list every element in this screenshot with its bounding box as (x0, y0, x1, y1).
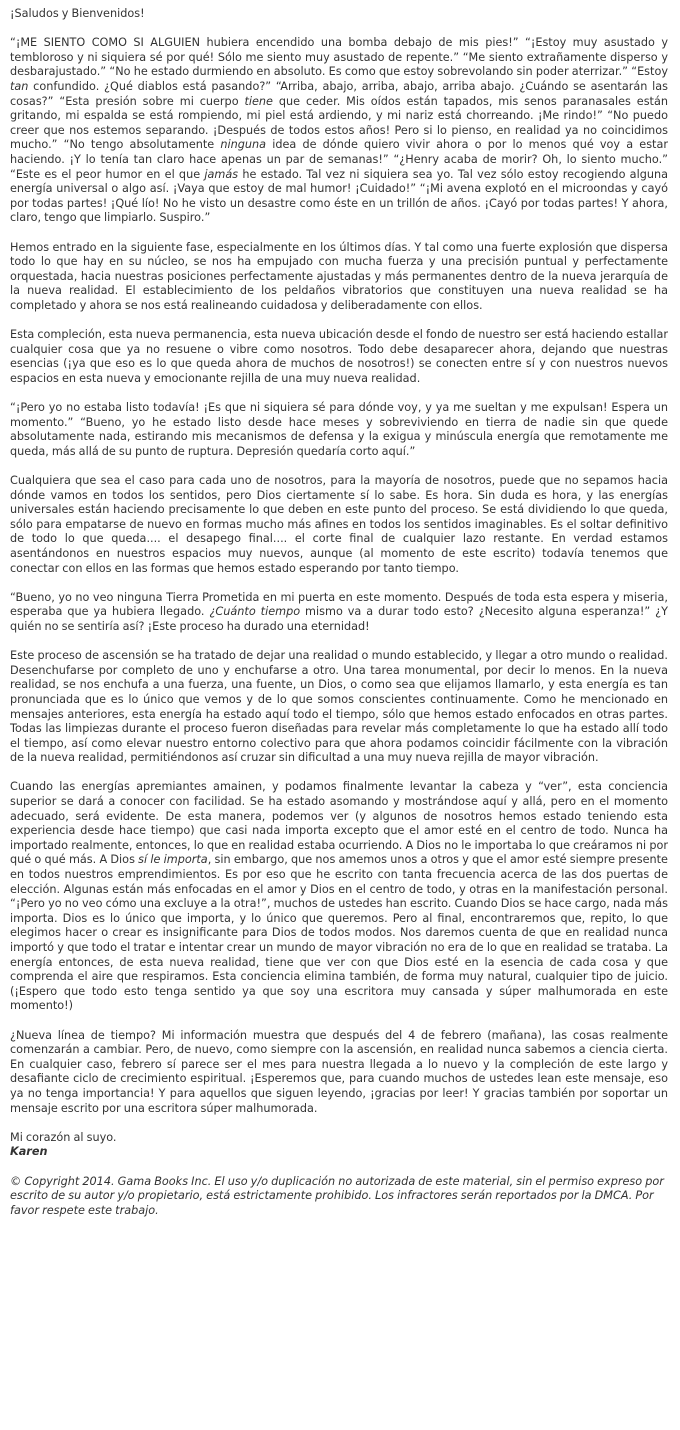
closing-line: Mi corazón al suyo. (10, 1130, 117, 1144)
paragraph-text: “Bueno, yo no veo ninguna Tierra Prometida en mi puerta en este momento. Después de toda esta espera y miseria, esperaba que ya hubiera llegado. (10, 590, 668, 619)
paragraph-1 (10, 36, 668, 226)
emphasis-text: jamás (204, 167, 239, 181)
spacer (10, 386, 668, 401)
copyright-notice: © Copyright 2014. Gama Books Inc. El uso y/o duplicación no autorizada de este material, sin el permiso expreso por escrito de su autor y/o propietario, está estrictamente prohibido. Los infractores serán reportados por la DMCA. Por favor respete este trabajo. (10, 1174, 664, 1217)
spacer (10, 766, 668, 781)
paragraph-5 (10, 474, 668, 576)
spacer (10, 313, 668, 328)
spacer (10, 22, 668, 37)
paragraph-3 (10, 328, 668, 386)
paragraph-text: Este proceso de ascensión se ha tratado de dejar una realidad o mundo establecido, y llegar a otro mundo o realidad. Desenchufarse por completo de uno y enchufarse a otro. Una tarea monumental, por decir lo menos. En la nueva realidad, se nos enchufa a una fuerza, una fuente, un Dios, o como sea que elijamos llamarlo, y esta energía es tan pronunciada que es lo único que vemos y de lo que somos conscientes continuamente. Como he mencionado en mensajes anteriores, esta energía ha estado aquí todo el tiempo, sólo que hemos estado enfocados en otras partes. Todas las limpiezas durante el proceso fueron diseñadas para revelar más completamente lo que ha estado allí todo el tiempo, así como elevar nuestro entorno colectivo para que ahora podamos coincidir fácilmente con la vibración de la nueva realidad, permitiéndonos así cruzar sin dificultad a una muy nueva rejilla de mayor vibración. (10, 649, 668, 765)
emphasis-text: ninguna (220, 138, 267, 152)
paragraph-6 (10, 591, 668, 635)
paragraph-9 (10, 1029, 668, 1117)
emphasis-text: sí le importa (138, 853, 208, 867)
paragraph-text: Hemos entrado en la siguiente fase, especialmente en los últimos días. Y tal como una fuerte explosión que dispersa todo lo que hay en su núcleo, se nos ha empujado con mucha fuerza y una precisión puntual y perfectamente orquestada, hacia nuestras posiciones perfectamente ajustadas y más permanentes dentro de la nueva jerarquía de la nueva realidad. El establecimiento de los peldaños vibratorios que constituyen una nueva realidad se ha completado y ahora se nos está realineando cuidadosa y deliberadamente con ellos. (10, 240, 668, 312)
spacer (10, 1160, 668, 1175)
paragraph-text: que ceder. Mis oídos están tapados, mis senos paranasales están gritando, mi espalda se está rompiendo, mi piel está ardiendo, y mi nariz está chorreando. ¡Me rindo!” “No puedo creer que nos estemos separando. ¡Después de todos estos años! Pero si lo pienso, en realidad ya no coincidimos mucho.” “No tengo absolutamente (10, 94, 668, 152)
paragraph-8 (10, 780, 668, 1014)
paragraph-text: , sin embargo, que nos amemos unos a otros y que el amor esté siempre presente en todos nuestros emprendimientos. Es por eso que he escrito con tanta frecuencia acerca de las dos puertas de elección. Algunas están más enfocadas en el amor y Dios en el centro de todo, y otras en la manifestación personal. “¡Pero yo no veo cómo una excluye a la otra!”, muchos de ustedes han escrito. Cuando Dios se hace cargo, nada más importa. Dios es lo único que importa, y lo único que queremos. Pero al final, encontraremos que, repito, lo que elegimos hacer o crear es insignificante para Dios de todos modos. Nos daremos cuenta de que en realidad nunca importó y que todo el tratar e intentar crear un mundo de mayor vibración no era de lo que en realidad se trataba. La energía entonces, de esta nueva realidad, tiene que ver con que Dios esté en la esencia de cada cosa y que comprenda el aire que respiramos. Esta conciencia elimina también, de forma muy natural, cualquier tipo de juicio. (¡Espero que todo esto tenga sentido ya que soy una escritora muy cansada y súper malhumorada en este momento!) (10, 853, 668, 1013)
emphasis-text: tan (10, 79, 29, 93)
post-body (10, 36, 668, 1116)
paragraph-text: Cualquiera que sea el caso para cada uno de nosotros, para la mayoría de nosotros, puede que no sepamos hacia dónde vamos en todos los sentidos, pero Dios ciertamente sí lo sabe. Es hora. Sin duda es hora, y las energías universales están haciendo precisamente lo que deben en este punto del proceso. Se está dividiendo lo que queda, sólo para empatarse de nuevo en formas mucho más afines en todos los sentidos imaginables. Es el soltar definitivo de todo lo que queda.... el desapego final.... el corte final de cualquier lazo restante. En verdad estamos asentándonos en nuestros espacios muy nuevos, aunque (al momento de este escrito) todavía tenemos que conectar con ellos en las formas que hemos estado esperando por tanto tiempo. (10, 474, 668, 575)
paragraph-text: “¡ME SIENTO COMO SI ALGUIEN hubiera encendido una bomba debajo de mis pies!” “¡Estoy muy asustado y tembloroso y ni siquiera sé por qué! Sólo me siento muy asustado de repente.” “Me siento extrañamente disperso y desbarajustado.” “No he estado durmiendo en absoluto. Es como que estoy sobrevolando sin poder aterrizar.” “Estoy (10, 36, 668, 79)
emphasis-text: ¿Cuánto tiempo (209, 605, 301, 619)
paragraph-text: “¡Pero yo no estaba listo todavía! ¡Es que ni siquiera sé para dónde voy, y ya me sueltan y me expulsan! Espera un momento.” “Bueno, yo he estado listo desde hace meses y sobreviviendo en tierra de nadie sin que quede absolutamente nada, estirando mis mecanismos de defensa y la exigua y minúscula energía que remotamente me queda, más allá de su punto de ruptura. Depresión quedaría corto aquí.” (10, 401, 668, 458)
paragraph-text: idea de dónde quiero vivir ahora o por lo menos qué voy a estar haciendo. ¡Y lo tenía tan claro hace apenas un par de semanas!” “¿Henry acaba de morir? Oh, lo siento mucho.” “Este es el peor humor en el que (10, 138, 668, 181)
spacer (10, 226, 668, 241)
paragraph-text: he estado. Tal vez ni siquiera sea yo. Tal vez sólo estoy recogiendo alguna energía universal o algo así. ¡Vaya que estoy de mal humor! ¡Cuidado!” “¡Mi avena explotó en el microondas y cayó por todas partes! ¡Qué lío! No he visto un desastre como éste en un trillón de años. ¡Cayó por todas partes! Y ahora, claro, tengo que limpiarlo. Suspiro.” (10, 167, 668, 225)
paragraph-text: confundido. ¿Qué diablos está pasando?” “Arriba, abajo, arriba, abajo, arriba abajo. ¿Cuándo se asentarán las cosas?” “Esta presión sobre mi cuerpo (10, 79, 668, 108)
paragraph-4 (10, 401, 668, 459)
author-signature: Karen (10, 1145, 48, 1159)
emphasis-text: tiene (244, 94, 273, 108)
paragraph-text: mismo va a durar todo esto? ¿Necesito alguna esperanza!” ¿Y quién no se sentiría así? ¡Este proceso ha durado una eternidad! (10, 605, 668, 633)
spacer (10, 576, 668, 591)
spacer (10, 1116, 668, 1131)
spacer (10, 1014, 668, 1029)
paragraph-text: ¿Nueva línea de tiempo? Mi información muestra que después del 4 de febrero (mañana), las cosas realmente comenzarán a cambiar. Pero, de nuevo, como siempre con la ascensión, en realidad nunca sabemos a ciencia cierta. En cualquier caso, febrero sí parece ser el mes para nuestra llegada a lo nuevo y la compleción de este largo y desafiante ciclo de crecimiento espiritual. ¡Esperemos que, para cuando muchos de ustedes lean este mensaje, eso ya no tenga importancia! Y para aquellos que siguen leyendo, ¡gracias por leer! Y gracias también por soportar un mensaje escrito por una escritora súper malhumorada. (10, 1028, 668, 1115)
paragraph-7 (10, 649, 668, 766)
spacer (10, 635, 668, 650)
paragraph-2 (10, 241, 668, 314)
greeting: ¡Saludos y Bienvenidos! (10, 7, 145, 20)
paragraph-text: Esta compleción, esta nueva permanencia, esta nueva ubicación desde el fondo de nuestro ser está haciendo estallar cualquier cosa que ya no resuene o vibre como nosotros. Todo debe desaparecer ahora, dejando que nuestras esencias (¡ya que eso es lo que queda ahora de muchos de nosotros!) se conecten entre sí y con nuestros nuevos espacios en esta nueva y emocionante rejilla de una muy nueva realidad. (10, 328, 668, 385)
paragraph-text: Cuando las energías apremiantes amainen, y podamos finalmente levantar la cabeza y “ver”, esta conciencia superior se dará a conocer con facilidad. Se ha estado asomando y mostrándose aquí y allá, pero en el momento adecuado, será evidente. De esta manera, podemos ver (y algunos de nosotros hemos estado teniendo esta experiencia desde hace tiempo) que casi nada importa excepto que el amor esté en el centro de todo. Nunca ha importado realmente, entonces, lo que en realidad estaba ocurriendo. A Dios no le importaba lo que creáramos ni por qué o qué más. A Dios (10, 780, 668, 867)
spacer (10, 459, 668, 474)
